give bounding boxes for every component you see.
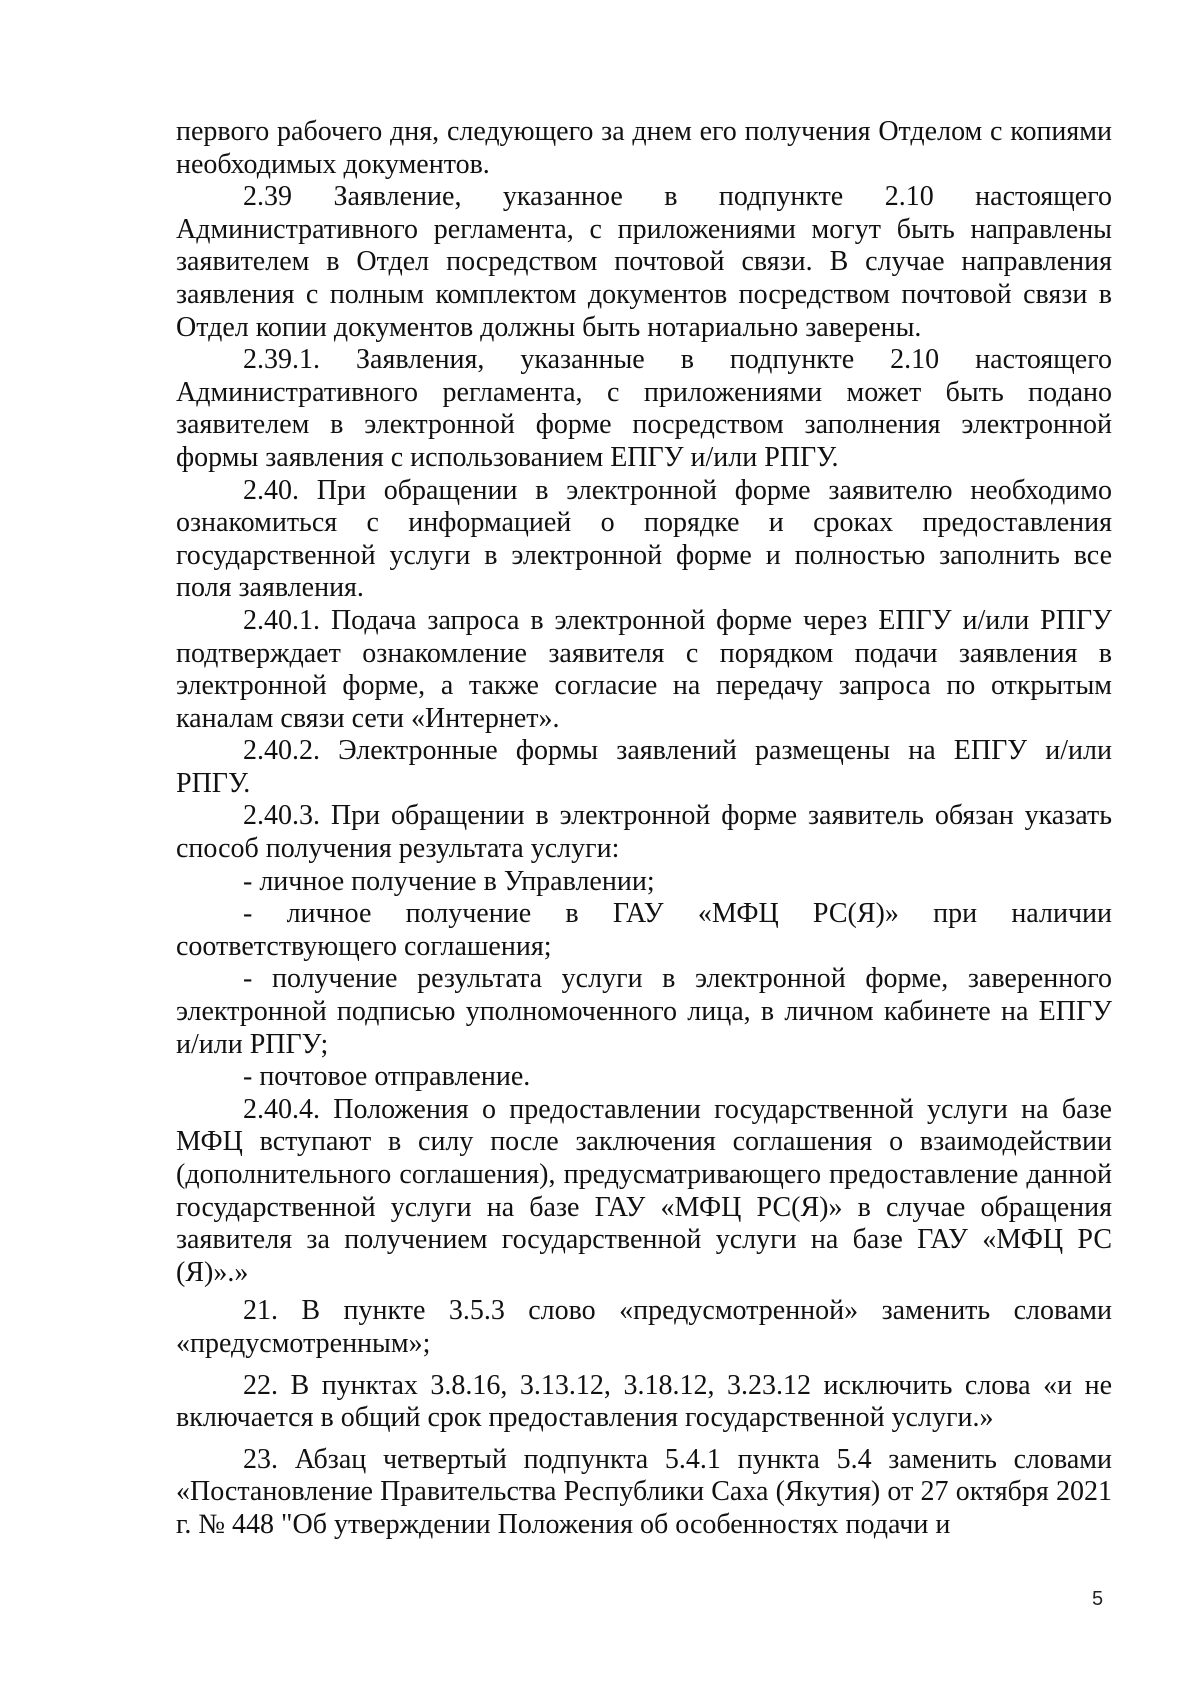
paragraph-2-40-4: 2.40.4. Положения о предоставлении государственной услуги на базе МФЦ вступают в силу после заключения соглашения о взаимодействии (дополнительного соглашения), предусматривающего предоставление данной государственной услуги на базе ГАУ «МФЦ РС(Я)» в случае обращения заявителя за получением государственной услуги на базе ГАУ «МФЦ РС (Я)».» bbox=[176, 1093, 1112, 1288]
page-number: 5 bbox=[1092, 1588, 1104, 1610]
paragraph-item-23: 23. Абзац четвертый подпункта 5.4.1 пункта 5.4 заменить словами «Постановление Правительства Республики Саха (Якутия) от 27 октября 2021 г. № 448 "Об утверждении Положения об особенностях подачи и bbox=[176, 1443, 1112, 1540]
paragraph-item-22: 22. В пунктах 3.8.16, 3.13.12, 3.18.12, 3.23.12 исключить слова «и не включается в общий срок предоставления государственной услуги.» bbox=[176, 1369, 1112, 1434]
paragraph-2-40-3: 2.40.3. При обращении в электронной форме заявитель обязан указать способ получения результата услуги: bbox=[176, 800, 1112, 865]
paragraph-2-39-1: 2.39.1. Заявления, указанные в подпункте 2.10 настоящего Административного регламента, с приложениями может быть подано заявителем в электронной форме посредством заполнения электронной формы заявления с использованием ЕПГУ и/или РПГУ. bbox=[176, 344, 1112, 473]
paragraph-continuation: первого рабочего дня, следующего за днем его получения Отделом с копиями необходимых документов. bbox=[176, 116, 1112, 180]
list-item-option-3: - получение результата услуги в электронной форме, заверенного электронной подписью уполномоченного лица, в личном кабинете на ЕПГУ и/или РПГУ; bbox=[176, 963, 1112, 1060]
list-item-option-1: - личное получение в Управлении; bbox=[243, 865, 655, 897]
list-item-option-4: - почтовое отправление. bbox=[243, 1061, 531, 1093]
paragraph-2-40-2: 2.40.2. Электронные формы заявлений размещены на ЕПГУ и/или РПГУ. bbox=[176, 735, 1112, 799]
paragraph-item-21: 21. В пункте 3.5.3 слово «предусмотренной» заменить словами «предусмотренным»; bbox=[176, 1295, 1112, 1359]
list-item-option-2: - личное получение в ГАУ «МФЦ РС(Я)» при наличии соответствующего соглашения; bbox=[176, 898, 1112, 962]
paragraph-2-40-1: 2.40.1. Подача запроса в электронной форме через ЕПГУ и/или РПГУ подтверждает ознакомление заявителя с порядком подачи заявления в электронной форме, а также согласие на передачу запроса по открытым каналам связи сети «Интернет». bbox=[176, 604, 1112, 734]
paragraph-2-39: 2.39 Заявление, указанное в подпункте 2.10 настоящего Административного регламента, с приложениями могут быть направлены заявителем в Отдел посредством почтовой связи. В случае направления заявления с полным комплектом документов посредством почтовой связи в Отдел копии документов должны быть нотариально заверены. bbox=[176, 181, 1112, 343]
document-page bbox=[176, 116, 1112, 1542]
paragraph-2-40: 2.40. При обращении в электронной форме заявителю необходимо ознакомиться с информацией о порядке и сроках предоставления государственной услуги в электронной форме и полностью заполнить все поля заявления. bbox=[176, 474, 1112, 604]
